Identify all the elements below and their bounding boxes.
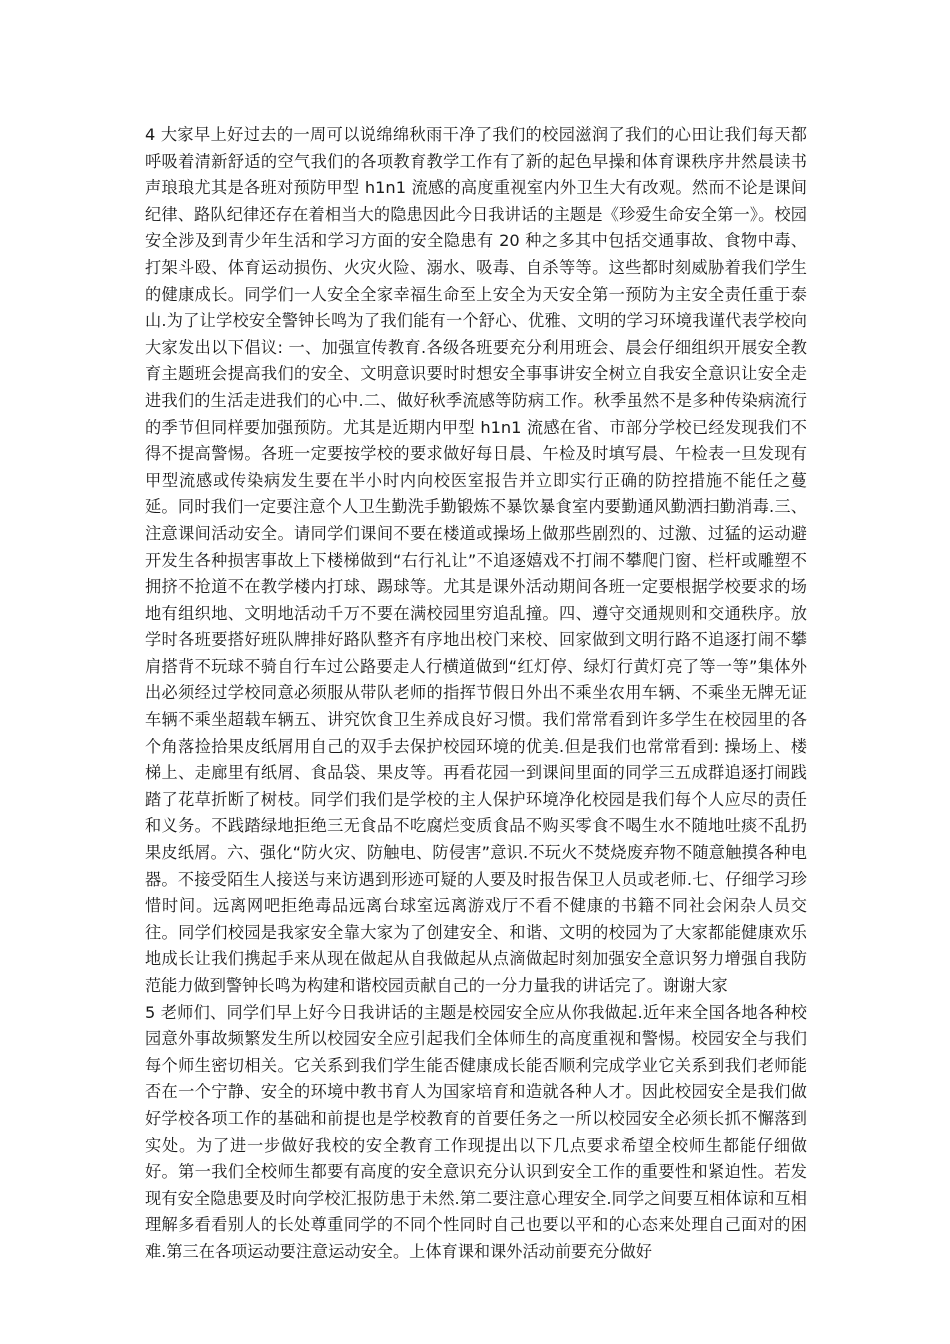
paragraph-speech-4: 4 大家早上好过去的一周可以说绵绵秋雨干净了我们的校园滋润了我们的心田让我们每天都呼吸着清新舒适的空气我们的各项教育教学工作有了新的起色早操和体育课秩序井然晨读书声琅琅尤其是各班对预防甲型 h1n1 流感的高度重视室内外卫生大有改观。然而不论是课间纪律、路队纪律还存在着相当大的隐患因此今日我讲话的主题是《珍爱生命安全第一》。校园安全涉及到青少年生活和学习方面的安全隐患有 20 种之多其中包括交通事故、食物中毒、打架斗殴、体育运动损伤、火灾火险、溺水、吸毒、自杀等等。这些都时刻威胁着我们学生的健康成长。同学们一人安全全家幸福生命至上安全为天安全第一预防为主安全责任重于泰山.为了让学校安全警钟长鸣为了我们能有一个舒心、优雅、文明的学习环境我谨代表学校向大家发出以下倡议: 一、加强宣传教育.各级各班要充分利用班会、晨会仔细组织开展安全教育主题班会提高我们的安全、文明意识要时时想安全事事讲安全树立自我安全意识让安全走进我们的生活走进我们的心中.二、做好秋季流感等防病工作。秋季虽然不是多种传染病流行的季节但同样要加强预防。尤其是近期内甲型 h1n1 流感在省、市部分学校已经发现我们不得不提高警惕。各班一定要按学校的要求做好每日晨、午检及时填写晨、午检表一旦发现有甲型流感或传染病发生要在半小时内向校医室报告并立即实行正确的防控措施不能任之蔓延。同时我们一定要注意个人卫生勤洗手勤锻炼不暴饮暴食室内要勤通风勤洒扫勤消毒.三、注意课间活动安全。请同学们课间不要在楼道或操场上做那些剧烈的、过激、过猛的运动避开发生各种损害事故上下楼梯做到“右行礼让”不追逐嬉戏不打闹不攀爬门窗、栏杆或雕塑不拥挤不抢道不在教学楼内打球、踢球等。尤其是课外活动期间各班一定要根据学校要求的场地有组织地、文明地活动千万不要在满校园里穷追乱撞。四、遵守交通规则和交通秩序。放学时各班要搭好班队牌排好路队整齐有序地出校门来校、回家做到文明行路不追逐打闹不攀肩搭背不玩球不骑自行车过公路要走人行横道做到“红灯停、绿灯行黄灯亮了等一等”集体外出必须经过学校同意必须服从带队老师的指挥节假日外出不乘坐农用车辆、不乘坐无牌无证车辆不乘坐超载车辆五、讲究饮食卫生养成良好习惯。我们常常看到许多学生在校园里的各个角落捡拾果皮纸屑用自己的双手去保护校园环境的优美.但是我们也常常看到: 操场上、楼梯上、走廊里有纸屑、食品袋、果皮等。再看花园一到课间里面的同学三五成群追逐打闹践踏了花草折断了树枝。同学们我们是学校的主人保护环境净化校园是我们每个人应尽的责任和义务。不践踏绿地拒绝三无食品不吃腐烂变质食品不购买零食不喝生水不随地吐痰不乱扔果皮纸屑。六、强化“防火灾、防触电、防侵害”意识.不玩火不焚烧废弃物不随意触摸各种电器。不接受陌生人接送与来访遇到形迹可疑的人要及时报告保卫人员或老师.七、仔细学习珍惜时间。远离网吧拒绝毒品远离台球室远离游戏厅不看不健康的书籍不同社会闲杂人员交往。同学们校园是我家安全靠大家为了创建安全、和谐、文明的校园为了大家都能健康欢乐地成长让我们携起手来从现在做起从自我做起从点滴做起时刻加强安全意识努力增强自我防范能力做到警钟长鸣为构建和谐校园贡献自己的一分力量我的讲话完了。谢谢大家	[145, 125, 807, 995]
document-body	[145, 122, 807, 1266]
paragraph-speech-5: 5 老师们、同学们早上好今日我讲话的主题是校园安全应从你我做起.近年来全国各地各种校园意外事故频繁发生所以校园安全应引起我们全体师生的高度重视和警惕。校园安全与我们每个师生密切相关。它关系到我们学生能否健康成长能否顺利完成学业它关系到我们老师能否在一个宁静、安全的环境中教书育人为国家培育和造就各种人才。因此校园安全是我们做好学校各项工作的基础和前提也是学校教育的首要任务之一所以校园安全必须长抓不懈落到实处。为了进一步做好我校的安全教育工作现提出以下几点要求希望全校师生都能仔细做好。第一我们全校师生都要有高度的安全意识充分认识到安全工作的重要性和紧迫性。若发现有安全隐患要及时向学校汇报防患于未然.第二要注意心理安全.同学之间要互相体谅和互相理解多看看别人的长处尊重同学的不同个性同时自己也要以平和的心态来处理自己面对的困难.第三在各项运动要注意运动安全。上体育课和课外活动前要充分做好	[145, 1002, 807, 1261]
